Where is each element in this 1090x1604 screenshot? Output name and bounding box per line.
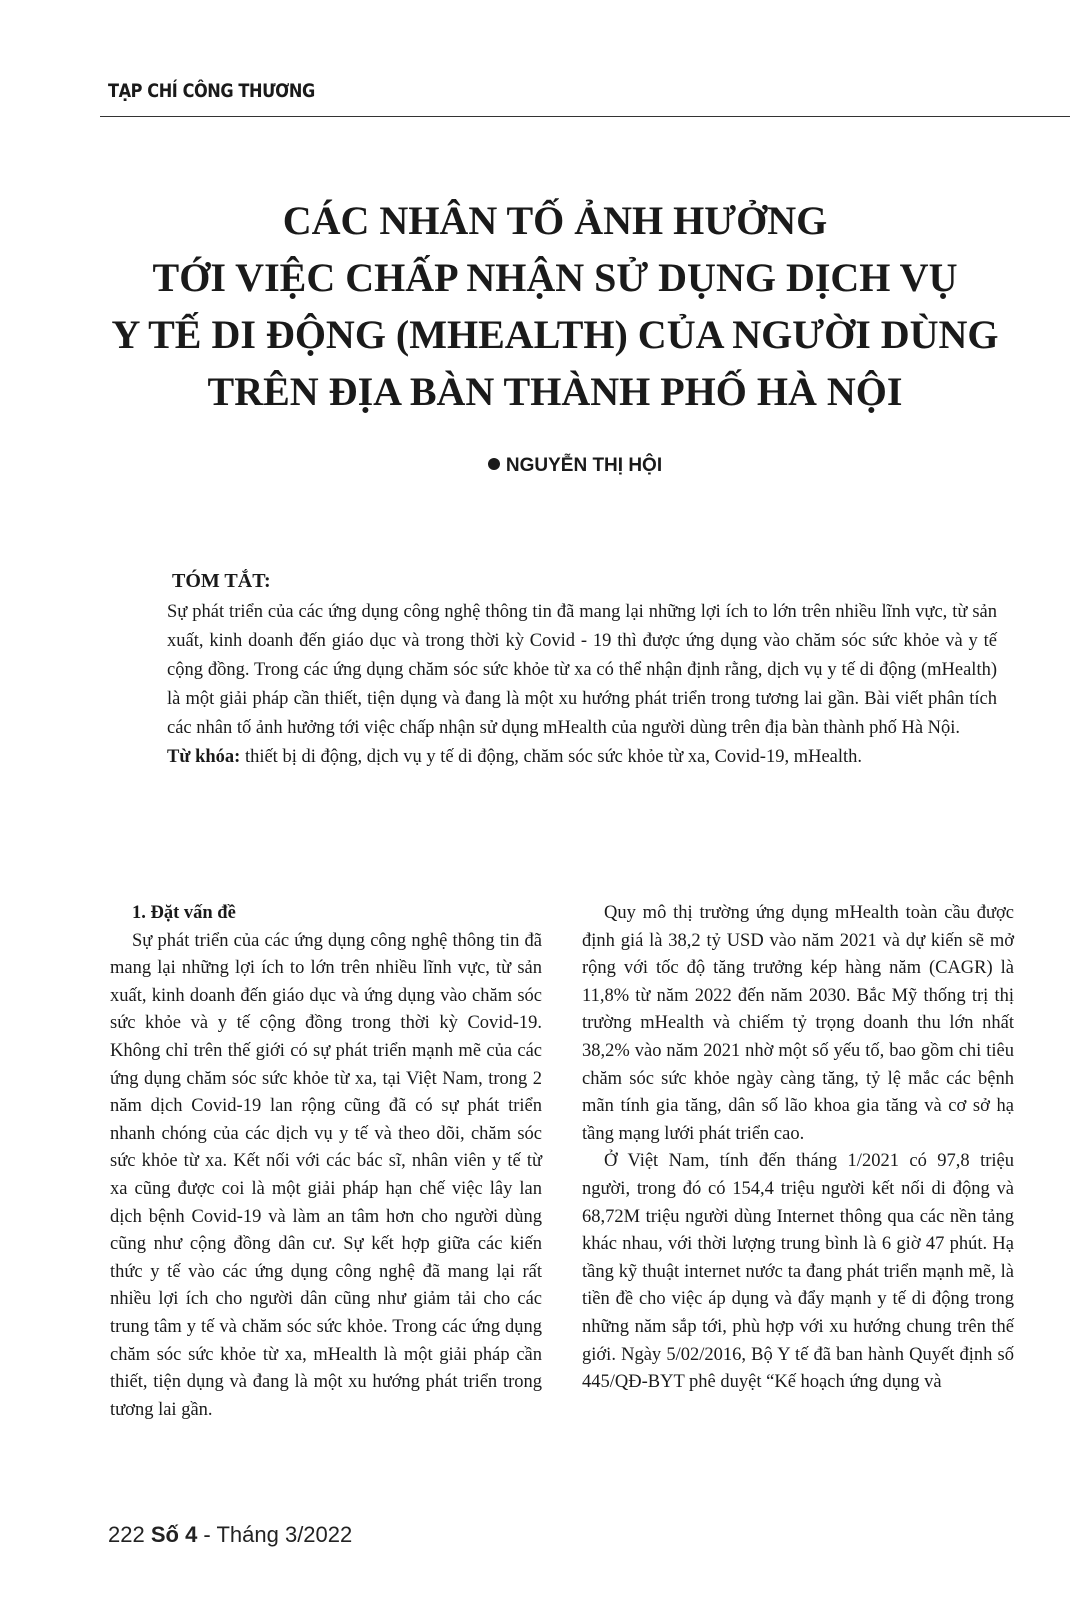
title-line-3: Y TẾ DI ĐỘNG (MHEALTH) CỦA NGƯỜI DÙNG — [111, 312, 999, 357]
article-title — [80, 192, 1030, 420]
issue-date: - Tháng 3/2022 — [197, 1522, 353, 1547]
journal-header: TẠP CHÍ CÔNG THƯƠNG — [108, 80, 315, 102]
header-rule — [100, 116, 1070, 117]
paragraph: Quy mô thị trường ứng dụng mHealth toàn cầu được định giá là 38,2 tỷ USD vào năm 2021 và dự kiến sẽ mở rộng với tốc độ tăng trưởng kép hàng năm (CAGR) là 11,8% từ năm 2022 đến năm 2030. Bắc Mỹ thống trị thị trường mHealth và chiếm tỷ trọng doanh thu lớn nhất 38,2% vào năm 2021 nhờ một số yếu tố, bao gồm chi tiêu chăm sóc sức khỏe ngày càng tăng, tỷ lệ mắc các bệnh mãn tính gia tăng, dân số lão khoa gia tăng và cơ sở hạ tầng mạng lưới phát triển cao. — [582, 903, 1014, 1144]
issue-number: Số 4 — [150, 1522, 198, 1547]
bullet-icon — [488, 458, 500, 470]
title-line-4: TRÊN ĐỊA BÀN THÀNH PHỐ HÀ NỘI — [207, 369, 903, 414]
abstract-heading: TÓM TẮT: — [172, 570, 271, 592]
author-name: NGUYỄN THỊ HỘI — [505, 455, 663, 476]
abstract — [167, 598, 997, 772]
keywords-text: thiết bị di động, dịch vụ y tế di động, chăm sóc sức khỏe từ xa, Covid-19, mHealth. — [244, 747, 863, 767]
title-line-1: CÁC NHÂN TỐ ẢNH HƯỞNG — [282, 198, 828, 243]
right-column — [582, 900, 1014, 1397]
paragraph: Ở Việt Nam, tính đến tháng 1/2021 có 97,8 triệu người, trong đó có 154,4 triệu người kết nối di động và 68,72M triệu người dùng Internet thông qua các nền tảng khác nhau, với thời lượng trung bình là 6 giờ 47 phút. Hạ tầng kỹ thuật internet nước ta đang phát triển mạnh mẽ, là tiền đề cho việc áp dụng và đẩy mạnh y tế di động trong những năm sắp tới, phù hợp với xu hướng chung trên thế giới. Ngày 5/02/2016, Bộ Y tế đã ban hành Quyết định số 445/QĐ-BYT phê duyệt “Kế hoạch ứng dụng và — [582, 1151, 1014, 1393]
abstract-text: Sự phát triển của các ứng dụng công nghệ thông tin đã mang lại những lợi ích to lớn trên nhiều lĩnh vực, từ sản xuất, kinh doanh đến giáo dục và trong thời kỳ Covid - 19 thì được ứng dụng vào chăm sóc sức khỏe và y tế cộng đồng. Trong các ứng dụng chăm sóc sức khỏe từ xa có thể nhận định rằng, dịch vụ y tế di động (mHealth) là một giải pháp cần thiết, tiện dụng và đang là một xu hướng phát triển trong tương lai gần. Bài viết phân tích các nhân tố ảnh hưởng tới việc chấp nhận sử dụng mHealth của người dùng trên địa bàn thành phố Hà Nội. — [167, 602, 997, 738]
title-line-2: TỚI VIỆC CHẤP NHẬN SỬ DỤNG DỊCH VỤ — [152, 255, 958, 300]
left-column — [110, 900, 542, 1424]
keywords — [167, 743, 997, 772]
paragraph: Sự phát triển của các ứng dụng công nghệ thông tin đã mang lại những lợi ích to lớn trên nhiều lĩnh vực, từ sản xuất, kinh doanh đến giáo dục và ứng dụng vào chăm sóc sức khỏe và y tế cộng đồng trong thời kỳ Covid-19. Không chỉ trên thế giới có sự phát triển mạnh mẽ của các ứng dụng chăm sóc sức khỏe từ xa, tại Việt Nam, trong 2 năm dịch Covid-19 lan rộng cũng đã có sự phát triển nhanh chóng của các dịch vụ y tế và theo dõi, chăm sóc sức khỏe từ xa. Kết nối với các bác sĩ, nhân viên y tế từ xa cũng được coi là một giải pháp hạn chế việc lây lan dịch bệnh Covid-19 và làm an tâm hơn cho người dùng cũng như cộng đồng dân cư. Sự kết hợp giữa các kiến thức y tế vào các ứng dụng công nghệ đã mang lại rất nhiều lợi ích cho người dân cũng như giảm tải cho các trung tâm y tế và chăm sóc sức khỏe. Trong các ứng dụng chăm sóc sức khỏe từ xa, mHealth là một giải pháp cần thiết, tiện dụng và đang là một xu hướng phát triển trong tương lai gần. — [110, 930, 542, 1420]
author-line — [0, 455, 1090, 477]
page-number: 222 — [108, 1522, 145, 1547]
page-footer — [108, 1522, 352, 1548]
section-heading: 1. Đặt vấn đề — [132, 903, 236, 923]
keywords-label: Từ khóa: — [167, 747, 241, 767]
